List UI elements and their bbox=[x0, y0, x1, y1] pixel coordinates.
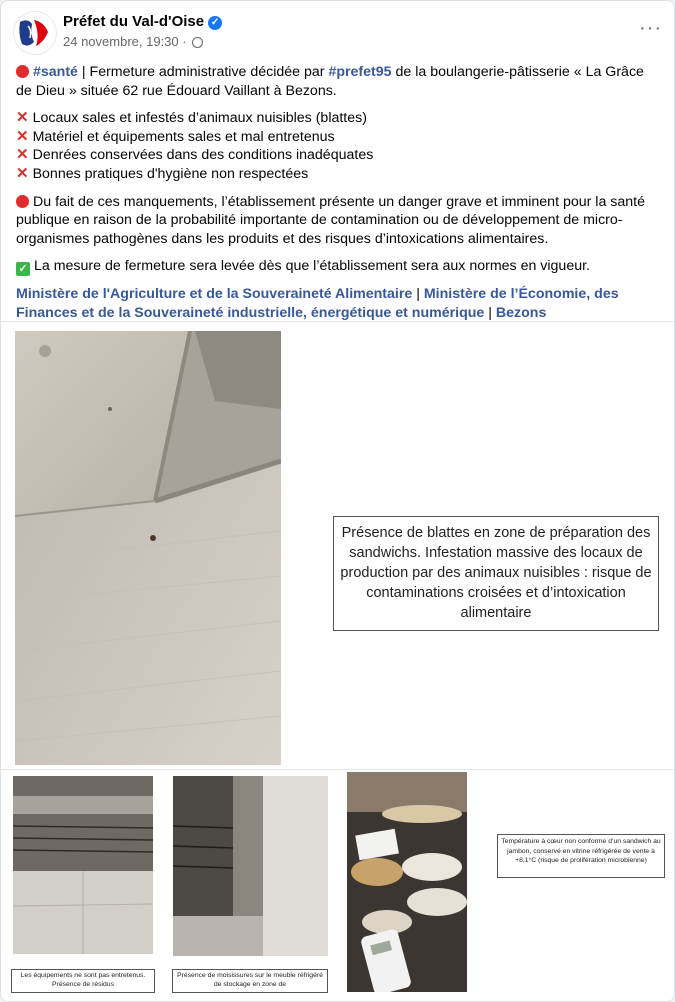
refrigerator-image bbox=[173, 776, 328, 956]
dirty-oven-image bbox=[13, 776, 153, 954]
cross-mark-icon: ✕ bbox=[16, 146, 29, 164]
public-globe-icon bbox=[192, 37, 203, 48]
paragraph-danger bbox=[16, 193, 661, 249]
divider bbox=[1, 321, 674, 322]
issue-text: Matériel et équipements sales et mal entretenus bbox=[32, 128, 335, 145]
equipment-photo[interactable] bbox=[13, 776, 153, 954]
hashtag-sante[interactable]: #santé bbox=[33, 64, 78, 80]
separator: | bbox=[484, 304, 496, 321]
cross-mark-icon: ✕ bbox=[16, 109, 29, 127]
red-circle-icon bbox=[16, 195, 29, 208]
author-name-text[interactable]: Préfet du Val-d'Oise bbox=[63, 13, 205, 30]
link-ministere-agriculture[interactable]: Ministère de l'Agriculture et de la Souveraineté Alimentaire bbox=[16, 286, 413, 303]
list-item bbox=[16, 166, 308, 182]
caption-equipment: Les équipements ne sont pas entretenus. Présence de résidus bbox=[11, 969, 155, 993]
post-meta bbox=[63, 34, 203, 49]
photo-row bbox=[1, 769, 674, 1002]
red-circle-icon bbox=[16, 65, 29, 78]
caption-temperature: Température à cœur non conforme d’un sandwich au jambon, conservé en vitrine réfrigérée de vente à +8,1°C (risque de prolifération microbienne) bbox=[497, 834, 665, 878]
sandwich-photo[interactable] bbox=[347, 772, 467, 992]
post-timestamp[interactable]: 24 novembre, 19:30 · bbox=[63, 34, 187, 49]
caption-fridge: Présence de moisissures sur le meuble réfrigéré de stockage en zone de bbox=[172, 969, 328, 993]
cross-mark-icon: ✕ bbox=[16, 127, 29, 145]
intro-text-b: de la boulangerie-pâtisserie « La Grâce de Dieu » située 62 rue Édouard Vaillant à Bezons. bbox=[16, 64, 644, 99]
fridge-photo[interactable] bbox=[173, 776, 328, 956]
post-header bbox=[13, 11, 662, 55]
marianne-logo-icon bbox=[14, 12, 56, 54]
page-avatar[interactable] bbox=[13, 11, 57, 55]
list-item bbox=[16, 129, 335, 145]
floor-corner-image bbox=[15, 331, 281, 765]
check-mark-icon: ✓ bbox=[16, 262, 30, 276]
list-item bbox=[16, 110, 367, 126]
notice-cockroaches: Présence de blattes en zone de préparation des sandwichs. Infestation massive des locaux de production par des animaux nuisibles : risque de contaminations croisées et d’intoxication alimentaire bbox=[333, 516, 659, 631]
paragraph-closure bbox=[16, 257, 661, 276]
danger-text: Du fait de ces manquements, l’établissement présente un danger grave et imminent pour la santé publique en raison de la probabilité importante de contamination ou de développement de micro-organismes pathogènes dans les produits et des risques d’intoxications alimentaires. bbox=[16, 193, 645, 247]
link-bezons[interactable]: Bezons bbox=[495, 304, 547, 321]
issue-text: Denrées conservées dans des conditions inadéquates bbox=[32, 147, 374, 164]
author-name[interactable] bbox=[63, 13, 222, 30]
tagged-pages bbox=[16, 285, 661, 322]
intro-text-a: | Fermeture administrative décidée par bbox=[77, 64, 329, 80]
issue-text: Bonnes pratiques d'hygiène non respectées bbox=[32, 165, 309, 182]
issues-list bbox=[16, 109, 661, 183]
closure-text: La mesure de fermeture sera levée dès que l’établissement sera aux normes en vigueur. bbox=[34, 258, 590, 275]
list-item bbox=[16, 147, 373, 163]
more-options-button[interactable]: ··· bbox=[639, 17, 662, 39]
separator: | bbox=[412, 286, 424, 303]
cross-mark-icon: ✕ bbox=[16, 164, 29, 182]
thermometer-sandwich-image bbox=[347, 772, 467, 992]
post-text bbox=[16, 63, 661, 332]
verified-badge-icon: ✓ bbox=[208, 16, 222, 30]
hashtag-prefet95[interactable]: #prefet95 bbox=[328, 64, 392, 80]
link-ministere-economie[interactable]: Ministère de l’Économie, des Finances et de la Souveraineté industrielle, énergétique et numérique bbox=[16, 286, 619, 321]
cockroach-floor-photo[interactable] bbox=[15, 331, 281, 765]
paragraph-intro bbox=[16, 63, 661, 100]
issue-text: Locaux sales et infestés d’animaux nuisibles (blattes) bbox=[32, 110, 367, 127]
